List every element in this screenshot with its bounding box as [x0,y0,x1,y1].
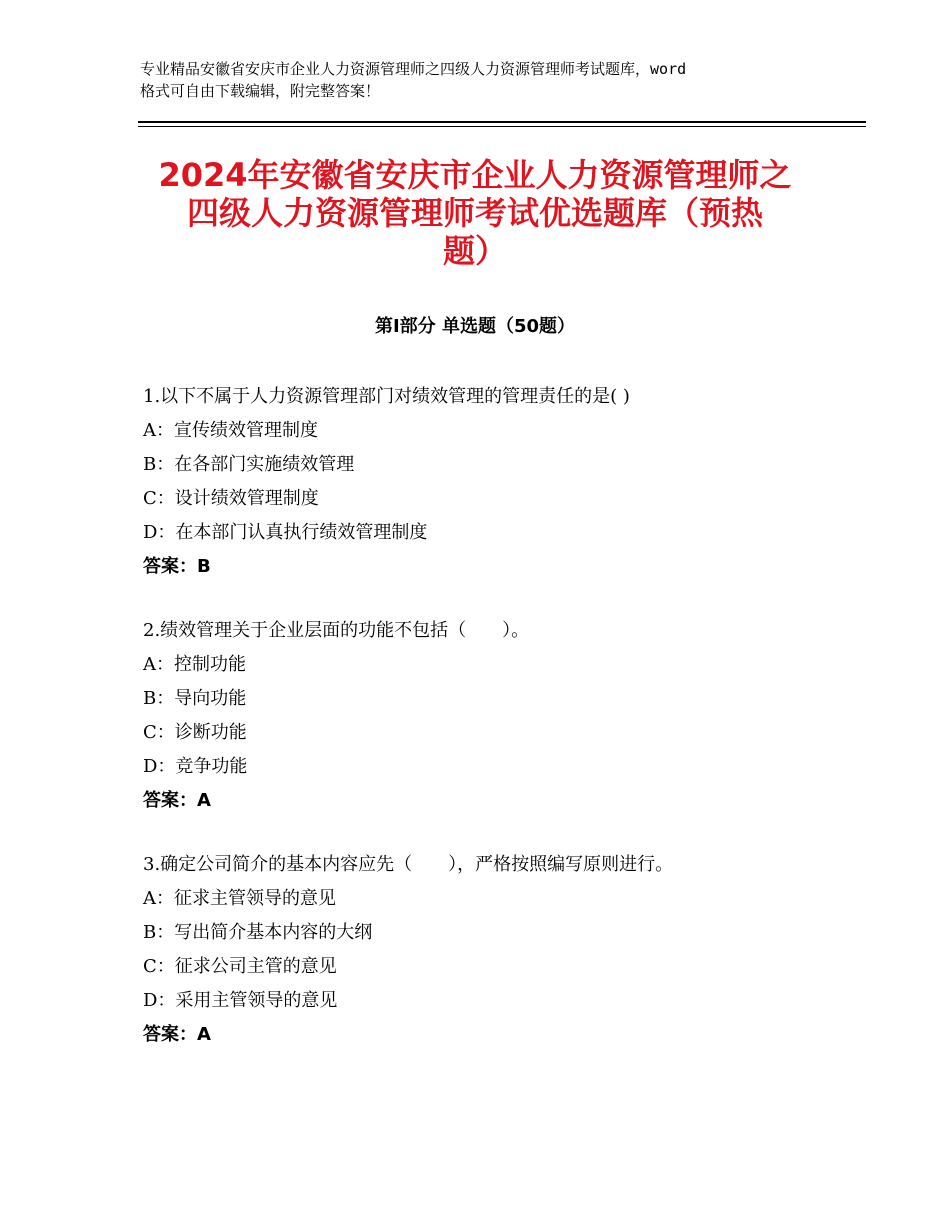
option-b: B：写出简介基本内容的大纲 [143,922,373,943]
question-stem: 2.绩效管理关于企业层面的功能不包括（ ）。 [143,620,530,641]
option-a: A：控制功能 [143,654,246,675]
header-note-line: 格式可自由下载编辑，附完整答案！ [140,82,381,100]
option-d: D：竞争功能 [143,756,248,777]
option-c: C：诊断功能 [143,722,247,743]
title-line: 2024年安徽省安庆市企业人力资源管理师之 [158,156,792,194]
option-b: B：导向功能 [143,688,247,709]
option-a: A：宣传绩效管理制度 [143,420,318,441]
question-item [143,614,863,818]
option-c: C：设计绩效管理制度 [143,488,319,509]
option-b: B：在各部门实施绩效管理 [143,454,355,475]
answer: 答案：B [143,556,211,577]
question-list [143,380,863,1082]
question-stem: 1.以下不属于人力资源管理部门对绩效管理的管理责任的是( ) [143,386,630,407]
option-a: A：征求主管领导的意见 [143,888,336,909]
header-note [140,58,830,102]
question-item [143,848,863,1052]
option-c: C：征求公司主管的意见 [143,956,337,977]
question-stem: 3.确定公司简介的基本内容应先（ ），严格按照编写原则进行。 [143,854,674,875]
option-d: D：采用主管领导的意见 [143,990,338,1011]
header-divider [138,126,866,127]
title-line: 题） [442,232,507,270]
title-line: 四级人力资源管理师考试优选题库（预热 [186,194,763,232]
header-note-line: 专业精品安徽省安庆市企业人力资源管理师之四级人力资源管理师考试题库，word [140,60,687,78]
answer: 答案：A [143,1024,211,1045]
section-title: 第Ⅰ部分 单选题（50题） [374,316,575,337]
header-divider [138,121,866,123]
question-item [143,380,863,584]
option-d: D：在本部门认真执行绩效管理制度 [143,522,428,543]
document-title [100,156,850,270]
answer: 答案：A [143,790,211,811]
